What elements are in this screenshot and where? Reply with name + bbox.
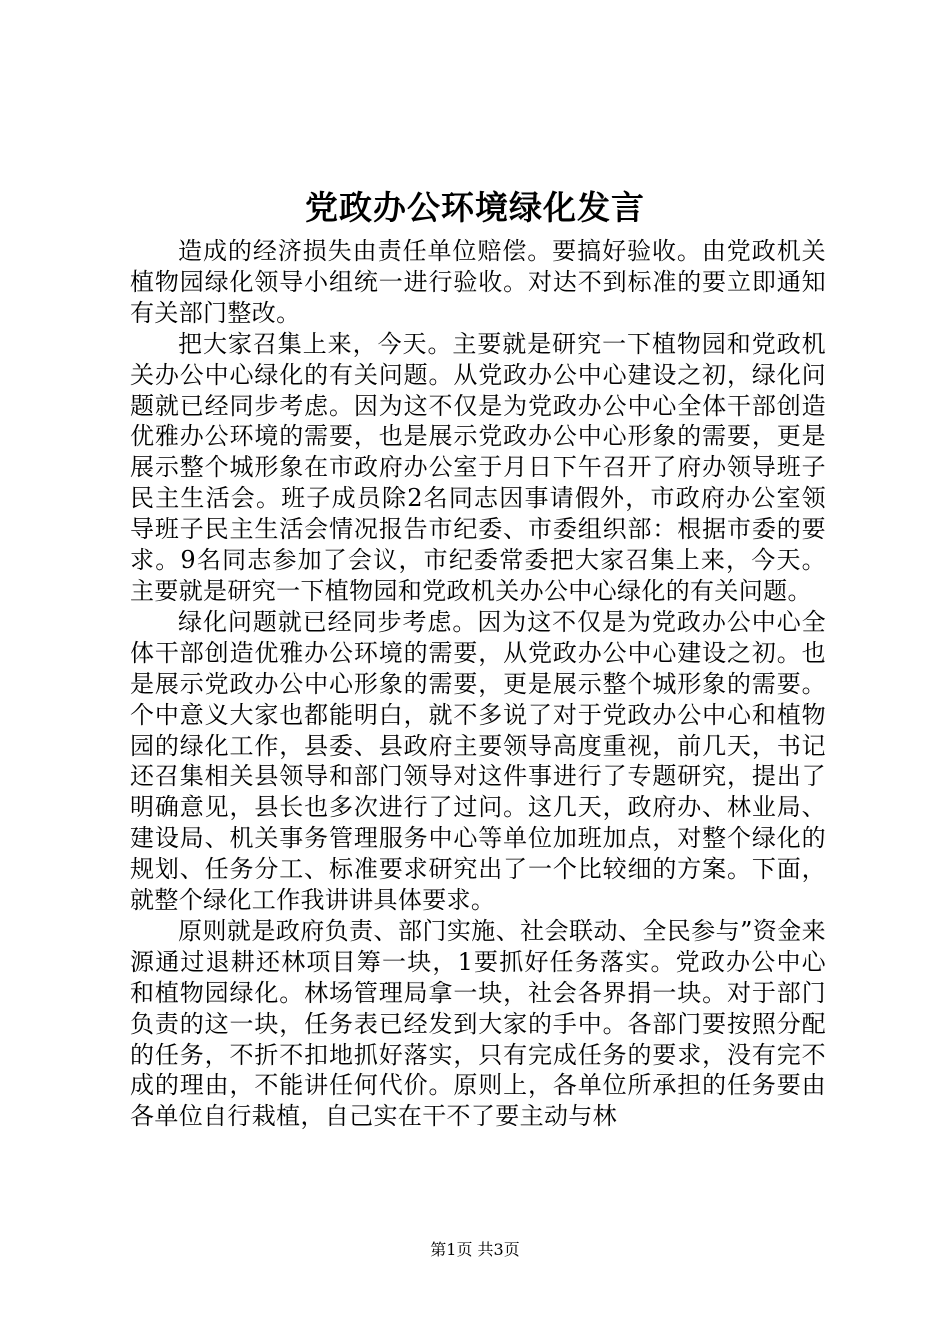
document-body [130, 236, 826, 1132]
paragraph-3: 绿化问题就已经同步考虑。因为这不仅是为党政办公中心全体干部创造优雅办公环境的需要，从党政办公中心建设之初。也是展示党政办公中心形象的需要，更是展示整个城形象的需要。个中意义大家也都能明白，就不多说了对于党政办公中心和植物园的绿化工作，县委、县政府主要领导高度重视，前几天，书记还召集相关县领导和部门领导对这件事进行了专题研究，提出了明确意见，县长也多次进行了过问。这几天，政府办、林业局、建设局、机关事务管理服务中心等单位加班加点，对整个绿化的规划、任务分工、标准要求研究出了一个比较细的方案。下面，就整个绿化工作我讲讲具体要求。 [130, 607, 826, 915]
paragraph-1: 造成的经济损失由责任单位赔偿。要搞好验收。由党政机关植物园绿化领导小组统一进行验收。对达不到标准的要立即通知有关部门整改。 [130, 237, 826, 327]
page-footer: 第1页 共3页 [430, 1240, 520, 1259]
document-title: 党政办公环境绿化发言 [305, 188, 645, 227]
paragraph-4: 原则就是政府负责、部门实施、社会联动、全民参与”资金来源通过退耕还林项目筹一块，1要抓好任务落实。党政办公中心和植物园绿化。林场管理局拿一块，社会各界捐一块。对于部门负责的这一块，任务表已经发到大家的手中。各部门要按照分配的任务，不折不扣地抓好落实，只有完成任务的要求，没有完不成的理由，不能讲任何代价。原则上，各单位所承担的任务要由各单位自行栽植，自己实在干不了要主动与林 [130, 916, 826, 1131]
paragraph-2: 把大家召集上来，今天。主要就是研究一下植物园和党政机关办公中心绿化的有关问题。从党政办公中心建设之初，绿化问题就已经同步考虑。因为这不仅是为党政办公中心全体干部创造优雅办公环境的需要，也是展示党政办公中心形象的需要，更是展示整个城形象在市政府办公室于月日下午召开了府办领导班子民主生活会。班子成员除2名同志因事请假外，市政府办公室领导班子民主生活会情况报告市纪委、市委组织部：根据市委的要求。9名同志参加了会议，市纪委常委把大家召集上来，今天。主要就是研究一下植物园和党政机关办公中心绿化的有关问题。 [130, 329, 826, 605]
